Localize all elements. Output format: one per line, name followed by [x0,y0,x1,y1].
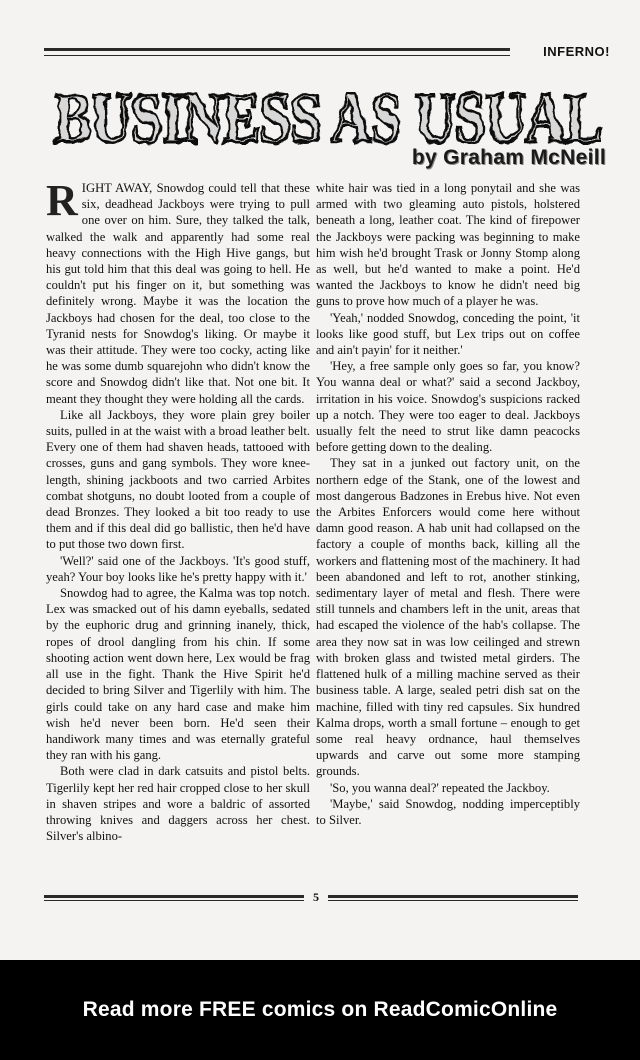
paragraph: Snowdog had to agree, the Kalma was top notch. Lex was smacked out of his damn eyeballs, sedated by the euphoric drug and grinning inanely, thick, ropes of drool dangling from his chin. If some shooting action went down here, Lex would be frag all use in the fight. Thank the Hive Spirit he'd decided to bring Silver and Tigerlily with him. The girls could take on any hard case and make him wish he'd never been born. He'd seen their handiwork many times and was eternally grateful they ran with his gang. [46,586,310,763]
paragraph: white hair was tied in a long ponytail and she was armed with two gleaming auto pistols, holstered beneath a long, leather coat. The kind of firepower the Jackboys were packing was beginning to make him wish he'd brought Trask or Jonny Stomp along as well, but he'd wanted to make a point. He'd wanted the Jackboys to know he didn't need big guns to prove how much of a player he was. [316,181,580,309]
drop-cap: R [46,176,78,225]
right-column [316,180,580,828]
header-rule [44,48,510,56]
footer-rule-left [44,895,304,901]
promo-banner[interactable] [0,960,640,1060]
promo-banner-text[interactable]: Read more FREE comics on ReadComicOnline [82,998,558,1021]
story-byline: by Graham McNeill [411,146,606,169]
left-column [46,176,310,844]
paragraph: They sat in a junked out factory unit, on the northern edge of the Stank, one of the lowest and most dangerous Badzones in Erebus hive. Not even the Arbites Enforcers would come here without damn good reason. A hab unit had collapsed on the factory a couple of months back, killing all the workers and flattening most of the machinery. It had been abandoned and left to rot, another stinking, sedimentary layer of metal and flesh. There were still tunnels and chambers left in the unit, areas that had escaped the violence of the hab's collapse. The area they now sat in was low ceilinged and strewn with broken glass and twisted metal girders. The flattened hulk of a milling machine served as their business table. A large, sealed petri dish sat on the machine, filled with tiny red capsules. Six hundred Kalma drops, worth a small fortune – enough to get some real heavy ordnance, haul themselves upwards and carve out some more stamping grounds. [316,456,580,779]
paragraph: RIGHT AWAY, Snowdog could tell that these six, deadhead Jackboys were trying to pull one over on him. Sure, they talked the talk, walked the walk and apparently had some real heavy connections with the High Hive gangs, but his gut told him that this deal was going to hell. He couldn't put his finger on it, but something was definitely wrong. Maybe it was the location the Jackboys had chosen for the deal, too close to the Tyranid nests for Snowdog's liking. Or maybe it was their attitude. They were too cocky, acting like he was some dumb squarejohn who didn't know the score and Snowdog didn't like that. Not one bit. It meant they thought they were holding all the cards. [46,176,310,406]
page-number: 5 [313,890,319,904]
paragraph: 'Maybe,' said Snowdog, nodding imperceptibly to Silver. [316,796,580,827]
paragraph: 'So, you wanna deal?' repeated the Jackboy. [330,780,550,795]
paragraph: 'Yeah,' nodded Snowdog, conceding the point, 'it looks like good stuff, but Lex trips out on coffee and ain't payin' for it neither.' [316,310,580,358]
paragraph: Both were clad in dark catsuits and pistol belts. Tigerlily kept her red hair cropped close to her skull in shaven stripes and wore a baldric of assorted throwing knives and daggers across her chest. Silver's albino- [46,764,310,844]
paragraph: Like all Jackboys, they wore plain grey boiler suits, pulled in at the waist with a broad leather belt. Every one of them had shaven heads, tattooed with crosses, guns and gang symbols. They wore knee-length, shining jackboots and two carried Arbites combat shotguns, no doubt looted from a couple of dead Bronzes. They looked a bit too ready to use them and if this deal did go ballistic, then he'd have to put those two down first. [46,407,310,552]
paragraph: 'Hey, a free sample only goes so far, you know? You wanna deal or what?' said a second Jackboy, irritation in his voice. Snowdog's suspicions racked up a notch. They were too eager to deal. Jackboys usually felt the need to strut like damn peacocks before getting down to the dealing. [316,359,580,455]
paragraph: 'Well?' said one of the Jackboys. 'It's good stuff, yeah? Your boy looks like he's pretty happy with it.' [46,553,310,584]
running-head: INFERNO! [543,44,610,59]
footer-rule-right [328,895,578,901]
story-title-text: BUSINESS AS USUAL [54,78,602,158]
